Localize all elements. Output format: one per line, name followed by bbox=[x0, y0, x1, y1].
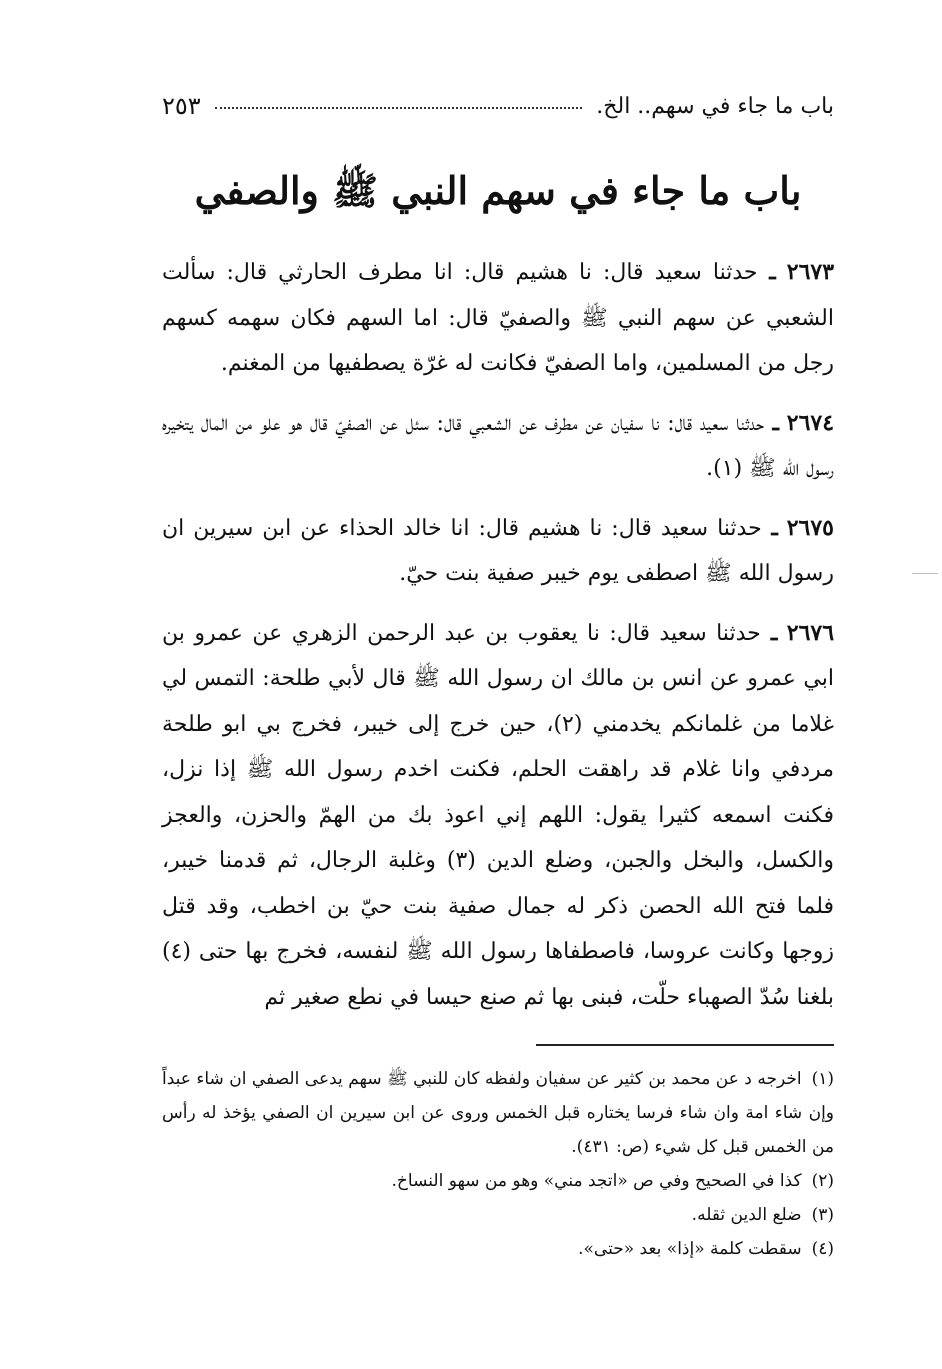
hadith-text: نا سفيان عن مطرف عن الشعبي قال: سئل عن الصفيّ قال هو علو من المال يتخيره رسول الله ﷺ (١). bbox=[162, 410, 834, 481]
footnote-4 bbox=[162, 1232, 834, 1266]
margin-scan-mark bbox=[912, 573, 938, 574]
running-title: باب ما جاء في سهم.. الخ. bbox=[596, 93, 834, 119]
hadith-list bbox=[162, 250, 834, 1034]
footnote-2 bbox=[162, 1164, 834, 1198]
footnote-text: سقطت كلمة «إذا» بعد «حتى». bbox=[578, 1239, 802, 1259]
hadith-2673: ٢٦٧٣ ـ حدثنا سعيد قال: نا هشيم قال: انا مطرف الحارثي قال: سألت الشعبي عن سهم النبي ﷺ والصفيّ قال: اما السهم فكان سهمه كسهم رجل من المسلمين، واما الصفيّ فكانت له غرّة يصطفيها من المغنم. bbox=[162, 259, 835, 376]
hadith-lead: حدثنا سعيد قال: bbox=[667, 410, 765, 436]
chapter-title: باب ما جاء في سهم النبي ﷺ والصفي bbox=[194, 168, 802, 213]
footnotes bbox=[162, 1062, 834, 1266]
hadith-number: ٢٦٧٤ bbox=[786, 409, 835, 436]
footnote-marker: (٤) bbox=[811, 1239, 834, 1259]
hadith-number: ٢٦٧٦ bbox=[786, 619, 835, 646]
footnote-marker: (١) bbox=[811, 1069, 834, 1089]
footnote-3 bbox=[162, 1198, 834, 1232]
hadith-text: نا يعقوب بن عبد الرحمن الزهري عن عمرو بن ابي عمرو عن انس بن مالك ان رسول الله ﷺ قال لأبي طلحة: التمس لي غلاما من غلمانكم يخدمني (٢)، حين خرج إلى خيبر، فخرج بي ابو طلحة مردفي وانا غلام قد راهقت الحلم، فكنت اخدم رسول الله ﷺ إذا نزل، فكنت اسمعه كثيرا يقول: اللهم إني اعوذ بك من الهمّ والحزن، والعجز والكسل، والبخل والجبن، وضلع الدين (٣) وغلبة الرجال، ثم قدمنا خيبر، فلما فتح الله الحصن ذكر له جمال صفية بنت حيّ بن اخطب، وقد قتل زوجها وكانت عروسا، فاصطفاها رسول الله ﷺ لنفسه، فخرج بها حتى (٤) بلغنا سُدّ الصهباء حلّت، فبنى بها ثم صنع حيسا في نطع صغير ثم bbox=[162, 620, 835, 1010]
hadith-text: نا هشيم قال: انا مطرف الحارثي قال: سألت الشعبي عن سهم النبي ﷺ والصفيّ قال: اما السهم فكان سهمه كسهم رجل من المسلمين، واما الصفيّ فكانت له غرّة يصطفيها من المغنم. bbox=[162, 260, 834, 376]
footnote-marker: (٢) bbox=[811, 1171, 834, 1191]
footnote-text: كذا في الصحيح وفي ص «اتجد مني» وهو من سهو النساخ. bbox=[391, 1171, 802, 1191]
footnote-separator bbox=[536, 1044, 834, 1046]
hadith-number: ٢٦٧٣ bbox=[786, 259, 835, 285]
hadith-2674: ٢٦٧٤ ـ حدثنا سعيد قال: نا سفيان عن مطرف عن الشعبي قال: سئل عن الصفيّ قال هو علو من المال يتخيره رسول الله ﷺ (١). bbox=[162, 409, 835, 481]
page-number: ٢٥٣ bbox=[162, 92, 201, 120]
hadith-lead: حدثنا سعيد قال: bbox=[611, 515, 762, 541]
running-header bbox=[162, 86, 834, 126]
hadith-lead: حدثنا سعيد قال: bbox=[602, 260, 758, 285]
footnote-marker: (٣) bbox=[811, 1205, 834, 1225]
footnote-text: ضلع الدين ثقله. bbox=[691, 1205, 802, 1225]
hadith-lead: حدثنا سعيد قال: bbox=[609, 620, 761, 646]
hadith-2676: ٢٦٧٦ ـ حدثنا سعيد قال: نا يعقوب بن عبد الرحمن الزهري عن عمرو بن ابي عمرو عن انس بن مالك ان رسول الله ﷺ قال لأبي طلحة: التمس لي غلاما من غلمانكم يخدمني (٢)، حين خرج إلى خيبر، فخرج بي ابو طلحة مردفي وانا غلام قد راهقت الحلم، فكنت اخدم رسول الله ﷺ إذا نزل، فكنت اسمعه كثيرا يقول: اللهم إني اعوذ بك من الهمّ والحزن، والعجز والكسل، والبخل والجبن، وضلع الدين (٣) وغلبة الرجال، ثم قدمنا خيبر، فلما فتح الله الحصن ذكر له جمال صفية بنت حيّ بن اخطب، وقد قتل زوجها وكانت عروسا، فاصطفاها رسول الله ﷺ لنفسه، فخرج بها حتى (٤) بلغنا سُدّ الصهباء حلّت، فبنى بها ثم صنع حيسا في نطع صغير ثم bbox=[162, 619, 835, 1010]
hadith-2675: ٢٦٧٥ ـ حدثنا سعيد قال: نا هشيم قال: انا خالد الحذاء عن ابن سيرين ان رسول الله ﷺ اصطفى يوم خيبر صفية بنت حيّ. bbox=[162, 514, 834, 586]
footnote-1 bbox=[162, 1062, 834, 1164]
hadith-text: نا هشيم قال: انا خالد الحذاء عن ابن سيرين ان رسول الله ﷺ اصطفى يوم خيبر صفية بنت حيّ. bbox=[162, 515, 834, 586]
footnote-text: اخرجه د عن محمد بن كثير عن سفيان ولفظه كان للنبي ﷺ سهم يدعى الصفي ان شاء عبداً وإن شاء امة وان شاء فرسا يختاره قبل الخمس وروى عن ابن سيرين ان الصفي يؤخذ له رأس من الخمس قبل كل شيء (ص: ٤٣١). bbox=[162, 1069, 834, 1157]
hadith-number: ٢٦٧٥ bbox=[786, 514, 834, 541]
header-dotted-leader bbox=[215, 107, 583, 109]
